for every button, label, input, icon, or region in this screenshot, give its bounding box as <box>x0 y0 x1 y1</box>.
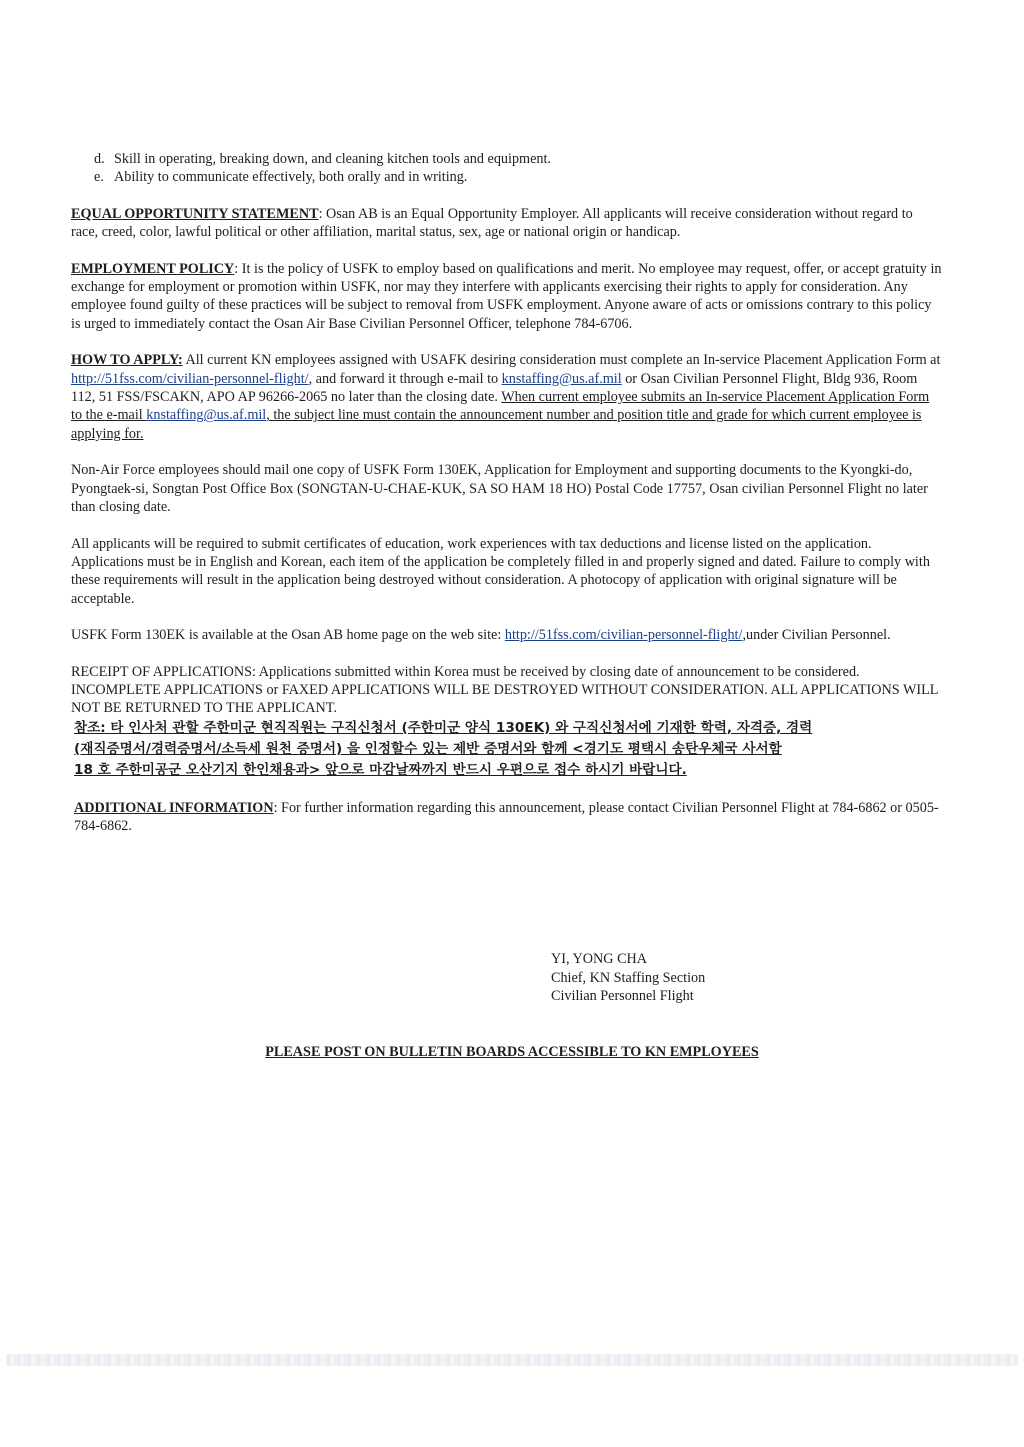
korean-line: 참조: 타 인사처 관할 주한미군 현직직원는 구직신청서 (주한미군 양식 130EK) 와 구직신청서에 기재한 학력, 자격증, 경력 <box>74 719 813 736</box>
receipt-of-applications: RECEIPT OF APPLICATIONS: Applications submitted within Korea must be received by closing date of announcement to be considered. INCOMPLETE APPLICATIONS or FAXED APPLICATIONS WILL BE DESTROYED WITHOUT CONSIDERATION. ALL APPLICATIONS WILL NOT BE RETURNED TO THE APPLICANT. <box>71 663 938 717</box>
apply-text-3: or Osan Civilian Personnel Flight, Bldg 936, Room 112, 51 FSS/FSCAKN, APO AP 96266-2065 no later than the closing date. <box>71 370 918 406</box>
how-to-apply <box>71 351 943 443</box>
requirement-text: Skill in operating, breaking down, and cleaning kitchen tools and equipment. <box>114 151 551 167</box>
form-website-link[interactable]: http://51fss.com/civilian-personnel-flight/ <box>504 627 743 644</box>
eeo-heading: EQUAL OPPORTUNITY STATEMENT <box>71 205 319 222</box>
korean-notice <box>71 718 943 781</box>
posting-instruction: PLEASE POST ON BULLETIN BOARDS ACCESSIBLE TO KN EMPLOYEES <box>265 1044 759 1060</box>
announcement-body <box>71 150 943 836</box>
additional-information <box>71 799 943 836</box>
form-text-2: ,under Civilian Personnel. <box>742 627 891 644</box>
additional-text: : For further information regarding this announcement, please contact Civilian Personnel Flight at 784-6862 or 0505-784-6862. <box>74 799 939 835</box>
policy-text: : It is the policy of USFK to employ based on qualifications and merit. No employee may request, offer, or accept gratuity in exchange for employment or promotion within USFK, nor may they interfere with applicants exercising their rights to apply for consideration. Any employee found guilty of these practices will be subject to removal from USFK employment. Anyone aware of acts or omissions contrary to this policy is urged to immediately contact the Osan Air Base Civilian Personnel Officer, telephone 784-6706. <box>71 260 942 332</box>
form-availability <box>71 626 943 644</box>
requirement-letter: e. <box>94 169 104 186</box>
eeo-statement <box>71 205 943 242</box>
additional-heading: ADDITIONAL INFORMATION <box>74 799 274 816</box>
non-af-employees: Non-Air Force employees should mail one copy of USFK Form 130EK, Application for Employment and supporting documents to the Kyongki-do, Pyongtaek-si, Songtan Post Office Box (SONGTAN-U-CHAE-KUK, SA SO HAM 18 HO) Postal Code 17757, Osan civilian Personnel Flight no later than closing date. <box>71 462 928 516</box>
requirement-item <box>71 168 943 186</box>
signer-office: Civilian Personnel Flight <box>551 988 694 1005</box>
requirement-text: Ability to communicate effectively, both orally and in writing. <box>114 169 468 186</box>
employment-policy <box>71 260 943 334</box>
apply-underlined-2: , the subject line must contain the announcement number and position title and grade for which current employee is applying for. <box>71 407 922 442</box>
apply-heading: HOW TO APPLY: <box>71 352 183 369</box>
korean-line: 18 호 주한미공군 오산기지 한인채용과> 앞으로 마감날짜까지 반드시 우편으로 접수 하시기 바랍니다. <box>74 761 687 778</box>
eeo-text: : Osan AB is an Equal Opportunity Employer. All applicants will receive consideration without regard to race, creed, color, lawful political or other affiliation, marital status, sex, age or national origin or handicap. <box>71 205 913 241</box>
apply-text-2: , and forward it through e-mail to <box>308 370 502 387</box>
knstaffing-email-link[interactable]: knstaffing@us.af.mil <box>501 370 622 387</box>
policy-heading: EMPLOYMENT POLICY <box>71 260 235 277</box>
signer-name: YI, YONG CHA <box>551 951 648 967</box>
form-text-1: USFK Form 130EK is available at the Osan AB home page on the web site: <box>71 627 505 644</box>
cpf-website-link[interactable]: http://51fss.com/civilian-personnel-flight/ <box>71 370 309 387</box>
requirement-letter: d. <box>94 151 105 167</box>
knstaffing-email-link-2[interactable]: knstaffing@us.af.mil <box>146 407 267 424</box>
signer-title: Chief, KN Staffing Section <box>551 969 706 986</box>
korean-line: (재직증명서/경력증명서/소득세 원천 증명서) 을 인정할수 있는 제반 증명서와 함께 <경기도 평택시 송탄우체국 사서함 <box>74 740 782 757</box>
requirement-item <box>71 150 943 168</box>
all-applicants: All applicants will be required to submit certificates of education, work experiences with tax deductions and license listed on the application. Applications must be in English and Korean, each item of the application be completely filled in and properly signed and dated. Failure to comply with these requirements will result in the application being destroyed without consideration. A photocopy of application with original signature will be acceptable. <box>71 535 930 607</box>
scan-artifact <box>6 1354 1018 1366</box>
signature-block <box>551 950 705 1006</box>
apply-text-1: All current KN employees assigned with USAFK desiring consideration must complete an In-service Placement Application Form at <box>182 352 941 369</box>
apply-underlined-1: When current employee submits an In-service Placement Application Form to the e-mail <box>71 389 930 424</box>
